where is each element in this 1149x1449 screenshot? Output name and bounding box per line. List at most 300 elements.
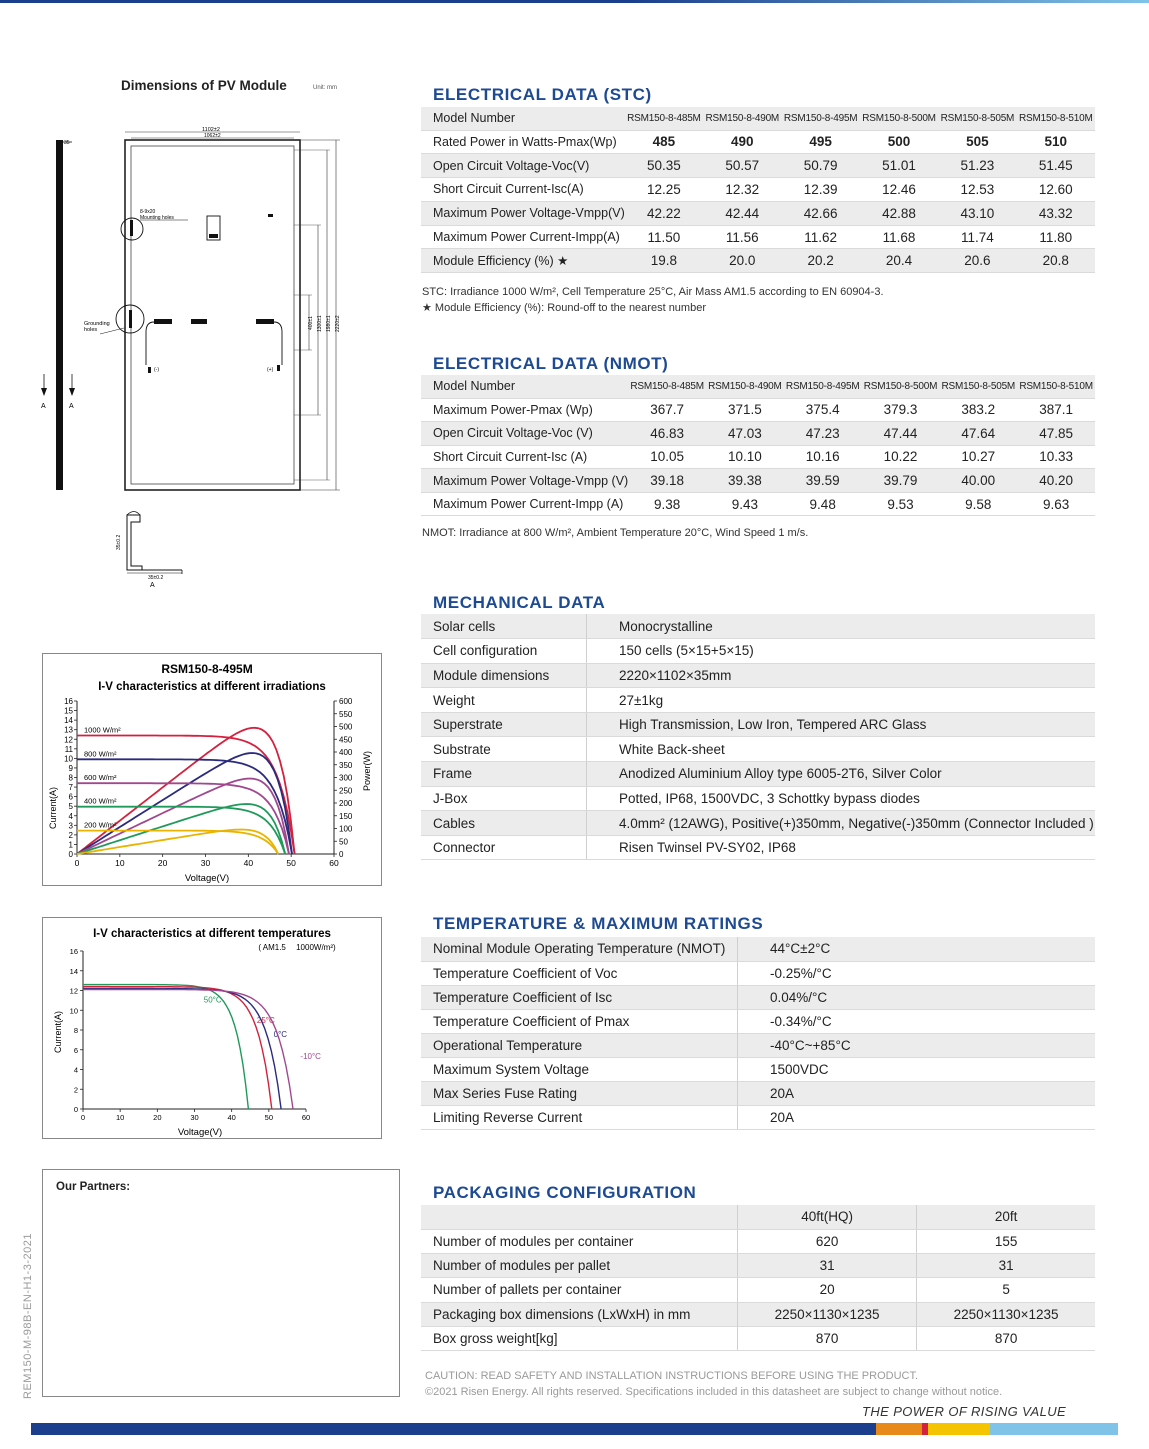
copyright-text: ©2021 Risen Energy. All rights reserved. Specifications included in this datasheet are subject to change without notice.	[425, 1386, 1003, 1398]
table-row	[421, 985, 1095, 1009]
irradiance-chart-box	[42, 653, 382, 886]
row-label: Max Series Fuse Rating	[421, 1081, 738, 1105]
x-tick-label: 30	[200, 858, 211, 868]
model-header: RSM150-8-505M	[939, 375, 1017, 398]
row-value: -40°C~+85°C	[738, 1033, 1096, 1057]
y2-tick-label: 350	[339, 760, 353, 770]
row-value: 5	[917, 1278, 1095, 1302]
row-value: 40.00	[939, 469, 1017, 493]
dim-2220: 2220±2	[335, 315, 341, 332]
row-label: Cables	[421, 811, 587, 836]
footer-bar-yellow	[928, 1423, 990, 1435]
row-label: Temperature Coefficient of Isc	[421, 985, 738, 1009]
y2-tick-label: 200	[339, 799, 353, 808]
row-value: 39.79	[862, 469, 940, 493]
row-value: 40.20	[1017, 469, 1095, 493]
row-value: 51.45	[1017, 154, 1095, 178]
stc-note-2: ★ Module Efficiency (%): Round-off to the nearest number	[422, 302, 706, 314]
table-row	[421, 639, 1095, 664]
table-row	[421, 1033, 1095, 1057]
pack-header-row	[421, 1205, 1095, 1229]
row-label: Open Circuit Voltage-Voc(V)	[421, 154, 625, 178]
series-label: 800 W/m²	[84, 749, 117, 759]
row-value: 46.83	[628, 422, 706, 446]
row-label: J-Box	[421, 786, 587, 811]
frame-w-label: 35±0.2	[148, 575, 164, 581]
row-value: 47.03	[706, 422, 784, 446]
row-label: Weight	[421, 688, 587, 713]
dimensions-unit: Unit: mm	[313, 85, 337, 91]
neg-label: (-)	[154, 367, 159, 373]
section-a-right: A	[69, 403, 74, 410]
row-value: Anodized Aluminium Alloy type 6005-2T6, Silver Color	[587, 762, 1096, 787]
temp-table	[421, 937, 1095, 1130]
row-value: 510	[1017, 130, 1095, 154]
x-tick-label: 0	[74, 858, 80, 868]
row-value: 9.48	[784, 492, 862, 516]
row-value: 9.53	[862, 492, 940, 516]
chart-irr-ylabel: Current(A)	[48, 786, 58, 829]
pack-header: 40ft(HQ)	[738, 1205, 917, 1229]
grounding-label: Grounding	[84, 321, 110, 327]
row-value: 42.44	[703, 201, 781, 225]
pv-curve	[77, 779, 289, 855]
dim-400: 400±1	[308, 316, 314, 330]
series-label: 50°C	[203, 995, 222, 1005]
y-tick-label: 12	[64, 735, 73, 745]
row-value: 155	[917, 1229, 1095, 1253]
iv-curve	[83, 985, 248, 1109]
row-value: 50.79	[781, 154, 859, 178]
model-header: RSM150-8-485M	[625, 107, 703, 130]
y-tick-label: 8	[68, 773, 73, 783]
row-value: 12.46	[860, 178, 938, 202]
x-tick-label: 60	[301, 1113, 311, 1122]
module-frame	[125, 140, 300, 490]
y2-tick-label: 300	[339, 773, 353, 783]
x-tick-label: 10	[115, 858, 125, 868]
stc-model-label: Model Number	[421, 107, 625, 130]
model-header: RSM150-8-490M	[706, 375, 784, 398]
row-value: 375.4	[784, 398, 862, 422]
stc-note-1: STC: Irradiance 1000 W/m², Cell Temperature 25°C, Air Mass AM1.5 according to EN 60904-3.	[422, 286, 884, 298]
row-value: 42.66	[781, 201, 859, 225]
row-value: 11.74	[938, 225, 1016, 249]
row-value: 9.38	[628, 492, 706, 516]
row-label: Superstrate	[421, 712, 587, 737]
row-value: 485	[625, 130, 703, 154]
row-value: 39.38	[706, 469, 784, 493]
y-tick-label: 14	[69, 966, 78, 976]
row-value: 31	[917, 1253, 1095, 1277]
row-value: 47.85	[1017, 422, 1095, 446]
y-tick-label: 10	[69, 1006, 78, 1016]
y-tick-label: 0	[73, 1105, 78, 1114]
table-row	[421, 737, 1095, 762]
row-label: Substrate	[421, 737, 587, 762]
row-value: 367.7	[628, 398, 706, 422]
row-value: 47.44	[862, 422, 940, 446]
mech-title: MECHANICAL DATA	[433, 593, 606, 612]
chart-irr-title: RSM150-8-495M	[161, 662, 253, 676]
y2-tick-label: 0	[339, 850, 344, 859]
series-label: 200 W/m²	[84, 820, 117, 830]
table-row	[421, 130, 1095, 154]
table-row	[421, 154, 1095, 178]
pos-label: (+)	[267, 367, 274, 373]
stc-title: ELECTRICAL DATA (STC)	[433, 85, 652, 104]
row-value: 1500VDC	[738, 1057, 1096, 1081]
chart-temp-ylabel: Current(A)	[53, 1010, 63, 1053]
table-row	[421, 1229, 1095, 1253]
table-row	[421, 835, 1095, 860]
row-value: 39.18	[628, 469, 706, 493]
row-value: Potted, IP68, 1500VDC, 3 Schottky bypass diodes	[587, 786, 1096, 811]
row-value: 20.4	[860, 249, 938, 273]
row-value: 10.22	[862, 445, 940, 469]
y-tick-label: 11	[64, 744, 73, 754]
row-value: 371.5	[706, 398, 784, 422]
irradiance-chart	[43, 654, 381, 885]
caution-text: CAUTION: READ SAFETY AND INSTALLATION INSTRUCTIONS BEFORE USING THE PRODUCT.	[425, 1370, 919, 1382]
table-row	[421, 811, 1095, 836]
row-value: -0.25%/°C	[738, 961, 1096, 985]
table-row	[421, 712, 1095, 737]
table-row	[421, 614, 1095, 639]
model-header: RSM150-8-505M	[938, 107, 1016, 130]
model-header: RSM150-8-490M	[703, 107, 781, 130]
table-row	[421, 762, 1095, 787]
row-value: 9.43	[706, 492, 784, 516]
row-label: Connector	[421, 835, 587, 860]
y-tick-label: 9	[68, 763, 73, 773]
table-row	[421, 1105, 1095, 1129]
chart-temp-xlabel: Voltage(V)	[177, 1127, 223, 1138]
frame-h-label: 35±0.2	[116, 534, 122, 550]
row-value: 11.80	[1017, 225, 1095, 249]
side-dim-label: 35	[64, 140, 70, 146]
series-label: 0°C	[273, 1029, 288, 1039]
row-label: Packaging box dimensions (LxWxH) in mm	[421, 1302, 738, 1326]
row-value: 47.64	[939, 422, 1017, 446]
temperature-chart	[43, 918, 381, 1138]
table-row	[421, 178, 1095, 202]
series-label: 400 W/m²	[84, 796, 117, 806]
nmot-table	[421, 375, 1095, 516]
row-value: 383.2	[939, 398, 1017, 422]
row-value: 10.27	[939, 445, 1017, 469]
row-value: 11.50	[625, 225, 703, 249]
row-value: 2250×1130×1235	[738, 1302, 917, 1326]
row-value: 39.59	[784, 469, 862, 493]
mounting-label-2: Mounting holes	[140, 215, 174, 221]
y-tick-label: 16	[69, 947, 78, 956]
module-dimension-drawing	[30, 110, 360, 590]
row-label: Frame	[421, 762, 587, 787]
row-value: 387.1	[1017, 398, 1095, 422]
row-label: Operational Temperature	[421, 1033, 738, 1057]
row-value: 11.62	[781, 225, 859, 249]
row-value: 11.68	[860, 225, 938, 249]
x-tick-label: 40	[227, 1113, 236, 1122]
section-label: A	[150, 582, 155, 589]
side-profile	[56, 140, 63, 490]
x-tick-label: 40	[243, 858, 254, 868]
y-tick-label: 2	[68, 830, 73, 840]
x-tick-label: 20	[153, 1113, 162, 1122]
row-label: Maximum Power Current-Impp(A)	[421, 225, 625, 249]
row-value: 19.8	[625, 249, 703, 273]
footer-bar-lightblue	[990, 1423, 1118, 1435]
table-row	[421, 469, 1095, 493]
y-tick-label: 16	[64, 697, 73, 706]
row-value: 11.56	[703, 225, 781, 249]
pack-header-empty	[421, 1205, 738, 1229]
model-header: RSM150-8-510M	[1017, 107, 1095, 130]
model-header: RSM150-8-500M	[860, 107, 938, 130]
y-tick-label: 4	[73, 1065, 78, 1075]
table-row	[421, 688, 1095, 713]
y-tick-label: 5	[68, 802, 73, 812]
nmot-model-label: Model Number	[421, 375, 628, 398]
row-value: 27±1kg	[587, 688, 1096, 713]
x-tick-label: 20	[157, 858, 168, 868]
x-tick-label: 50	[264, 1113, 274, 1122]
row-value: 495	[781, 130, 859, 154]
table-row	[421, 445, 1095, 469]
table-row	[421, 422, 1095, 446]
pack-table	[421, 1205, 1095, 1351]
row-label: Limiting Reverse Current	[421, 1105, 738, 1129]
row-value: 12.60	[1017, 178, 1095, 202]
row-value: 50.57	[703, 154, 781, 178]
row-label: Maximum Power Voltage-Vmpp (V)	[421, 469, 628, 493]
document-code: REM150-M-98B-EN-H1-3-2021	[22, 1233, 34, 1399]
row-value: 2250×1130×1235	[917, 1302, 1095, 1326]
y2-tick-label: 250	[339, 786, 353, 796]
row-label: Temperature Coefficient of Pmax	[421, 1009, 738, 1033]
row-value: 51.23	[938, 154, 1016, 178]
y-tick-label: 6	[73, 1045, 78, 1055]
row-label: Nominal Module Operating Temperature (NMOT)	[421, 937, 738, 961]
row-value: 870	[738, 1327, 917, 1351]
row-value: 42.88	[860, 201, 938, 225]
x-tick-label: 0	[80, 1113, 86, 1122]
model-header: RSM150-8-495M	[781, 107, 859, 130]
mounting-label: 8-9x20	[140, 209, 156, 215]
row-label: Maximum Power Voltage-Vmpp(V)	[421, 201, 625, 225]
table-row	[421, 1302, 1095, 1326]
width-outer-label: 1102±2	[202, 127, 220, 133]
section-a-left: A	[41, 403, 46, 410]
table-row	[421, 937, 1095, 961]
y-tick-label: 0	[68, 850, 73, 859]
pack-header: 20ft	[917, 1205, 1095, 1229]
row-value: 2220×1102×35mm	[587, 663, 1096, 688]
table-row	[421, 492, 1095, 516]
row-value: 20A	[738, 1105, 1096, 1129]
table-row	[421, 225, 1095, 249]
dimensions-title: Dimensions of PV Module	[121, 78, 287, 93]
row-value: 0.04%/°C	[738, 985, 1096, 1009]
row-value: Risen Twinsel PV-SY02, IP68	[587, 835, 1096, 860]
row-value: 10.33	[1017, 445, 1095, 469]
row-label: Temperature Coefficient of Voc	[421, 961, 738, 985]
series-label: 600 W/m²	[84, 773, 117, 783]
series-label: 1000 W/m²	[84, 725, 121, 735]
model-header: RSM150-8-495M	[784, 375, 862, 398]
chart-temp-note: ( AM1.5 1000W/m²)	[258, 943, 336, 952]
temperature-chart-box	[42, 917, 382, 1139]
row-label: Short Circuit Current-Isc (A)	[421, 445, 628, 469]
iv-curve	[83, 989, 281, 1110]
table-row	[421, 201, 1095, 225]
row-label: Rated Power in Watts-Pmax(Wp)	[421, 130, 625, 154]
y-tick-label: 3	[68, 821, 73, 831]
nmot-note: NMOT: Irradiance at 800 W/m², Ambient Temperature 20°C, Wind Speed 1 m/s.	[422, 527, 809, 539]
y2-tick-label: 600	[339, 697, 353, 706]
model-header: RSM150-8-510M	[1017, 375, 1095, 398]
footer-bar-main	[31, 1423, 876, 1435]
table-row	[421, 1057, 1095, 1081]
y-tick-label: 4	[68, 811, 73, 821]
row-value: 20.2	[781, 249, 859, 273]
row-value: 870	[917, 1327, 1095, 1351]
table-row	[421, 1327, 1095, 1351]
dim-1980: 1980±1	[326, 315, 332, 332]
row-value: 42.22	[625, 201, 703, 225]
row-value: High Transmission, Low Iron, Tempered ARC Glass	[587, 712, 1096, 737]
chart-temp-title: I-V characteristics at different temperatures	[93, 928, 331, 940]
row-value: 31	[738, 1253, 917, 1277]
y2-tick-label: 450	[339, 735, 353, 745]
row-value: 43.10	[938, 201, 1016, 225]
row-value: 50.35	[625, 154, 703, 178]
row-label: Module Efficiency (%) ★	[421, 249, 625, 273]
row-label: Cell configuration	[421, 639, 587, 664]
y-tick-label: 2	[73, 1085, 78, 1095]
y2-tick-label: 550	[339, 709, 353, 719]
chart-irr-y2label: Power(W)	[362, 751, 372, 791]
iv-curve	[83, 990, 293, 1110]
row-label: Maximum Power-Pmax (Wp)	[421, 398, 628, 422]
row-value: 44°C±2°C	[738, 937, 1096, 961]
table-row	[421, 786, 1095, 811]
row-label: Number of modules per pallet	[421, 1253, 738, 1277]
row-label: Module dimensions	[421, 663, 587, 688]
row-value: 12.53	[938, 178, 1016, 202]
row-value: 20.8	[1017, 249, 1095, 273]
table-row	[421, 1081, 1095, 1105]
row-value: 379.3	[862, 398, 940, 422]
x-tick-label: 60	[329, 858, 339, 868]
y-tick-label: 14	[64, 716, 73, 726]
table-row	[421, 961, 1095, 985]
chart-irr-subtitle: I-V characteristics at different irradiations	[98, 681, 326, 693]
chart-irr-xlabel: Voltage(V)	[184, 873, 230, 884]
pack-title: PACKAGING CONFIGURATION	[433, 1183, 697, 1202]
y2-tick-label: 500	[339, 722, 353, 732]
row-value: 150 cells (5×15+5×15)	[587, 639, 1096, 664]
nmot-title: ELECTRICAL DATA (NMOT)	[433, 354, 669, 373]
row-label: Maximum System Voltage	[421, 1057, 738, 1081]
x-tick-label: 10	[115, 1113, 125, 1122]
y-tick-label: 7	[68, 783, 73, 793]
y-tick-label: 1	[68, 840, 73, 850]
y-tick-label: 8	[73, 1026, 78, 1035]
table-row	[421, 663, 1095, 688]
row-value: 20.0	[703, 249, 781, 273]
table-row	[421, 1009, 1095, 1033]
row-value: 10.16	[784, 445, 862, 469]
iv-curve	[83, 987, 272, 1109]
model-header: RSM150-8-485M	[628, 375, 706, 398]
dim-1300: 1300±1	[317, 315, 323, 332]
y2-tick-label: 50	[339, 837, 348, 847]
row-value: 43.32	[1017, 201, 1095, 225]
row-value: White Back-sheet	[587, 737, 1096, 762]
row-value: 20A	[738, 1081, 1096, 1105]
series-label: 25°C	[256, 1016, 275, 1026]
partners-title: Our Partners:	[56, 1181, 131, 1193]
row-value: 490	[703, 130, 781, 154]
row-value: 20.6	[938, 249, 1016, 273]
width-inner-label: 1062±2	[204, 133, 221, 139]
row-label: Solar cells	[421, 614, 587, 639]
table-row	[421, 1278, 1095, 1302]
row-label: Open Circuit Voltage-Voc (V)	[421, 422, 628, 446]
row-value: 500	[860, 130, 938, 154]
y-tick-label: 6	[68, 792, 73, 802]
row-value: 505	[938, 130, 1016, 154]
row-value: 9.58	[939, 492, 1017, 516]
row-value: 12.32	[703, 178, 781, 202]
row-value: -0.34%/°C	[738, 1009, 1096, 1033]
model-header: RSM150-8-500M	[862, 375, 940, 398]
row-label: Maximum Power Current-Impp (A)	[421, 492, 628, 516]
row-value: 20	[738, 1278, 917, 1302]
frame-section	[127, 515, 142, 570]
grounding-label-2: holes	[84, 327, 98, 333]
row-value: 47.23	[784, 422, 862, 446]
row-value: 4.0mm² (12AWG), Positive(+)350mm, Negative(-)350mm (Connector Included )	[587, 811, 1096, 836]
row-value: 51.01	[860, 154, 938, 178]
y2-tick-label: 150	[339, 811, 353, 821]
row-label: Number of pallets per container	[421, 1278, 738, 1302]
mech-table	[421, 614, 1095, 860]
temp-title: TEMPERATURE & MAXIMUM RATINGS	[433, 914, 764, 933]
row-label: Box gross weight[kg]	[421, 1327, 738, 1351]
y-tick-label: 13	[64, 725, 73, 735]
table-row	[421, 1253, 1095, 1277]
top-accent-bar	[0, 0, 1149, 3]
y-tick-label: 10	[64, 754, 73, 764]
slogan: THE POWER OF RISING VALUE	[862, 1404, 1067, 1419]
y-tick-label: 12	[69, 986, 78, 996]
row-value: Monocrystalline	[587, 614, 1096, 639]
row-value: 10.10	[706, 445, 784, 469]
series-label: -10°C	[300, 1052, 321, 1062]
row-value: 12.25	[625, 178, 703, 202]
row-label: Number of modules per container	[421, 1229, 738, 1253]
x-tick-label: 30	[190, 1113, 199, 1122]
table-row	[421, 398, 1095, 422]
y-tick-label: 15	[64, 706, 73, 716]
partners-box	[42, 1169, 400, 1397]
y2-tick-label: 100	[339, 824, 353, 834]
row-value: 620	[738, 1229, 917, 1253]
x-tick-label: 50	[286, 858, 296, 868]
